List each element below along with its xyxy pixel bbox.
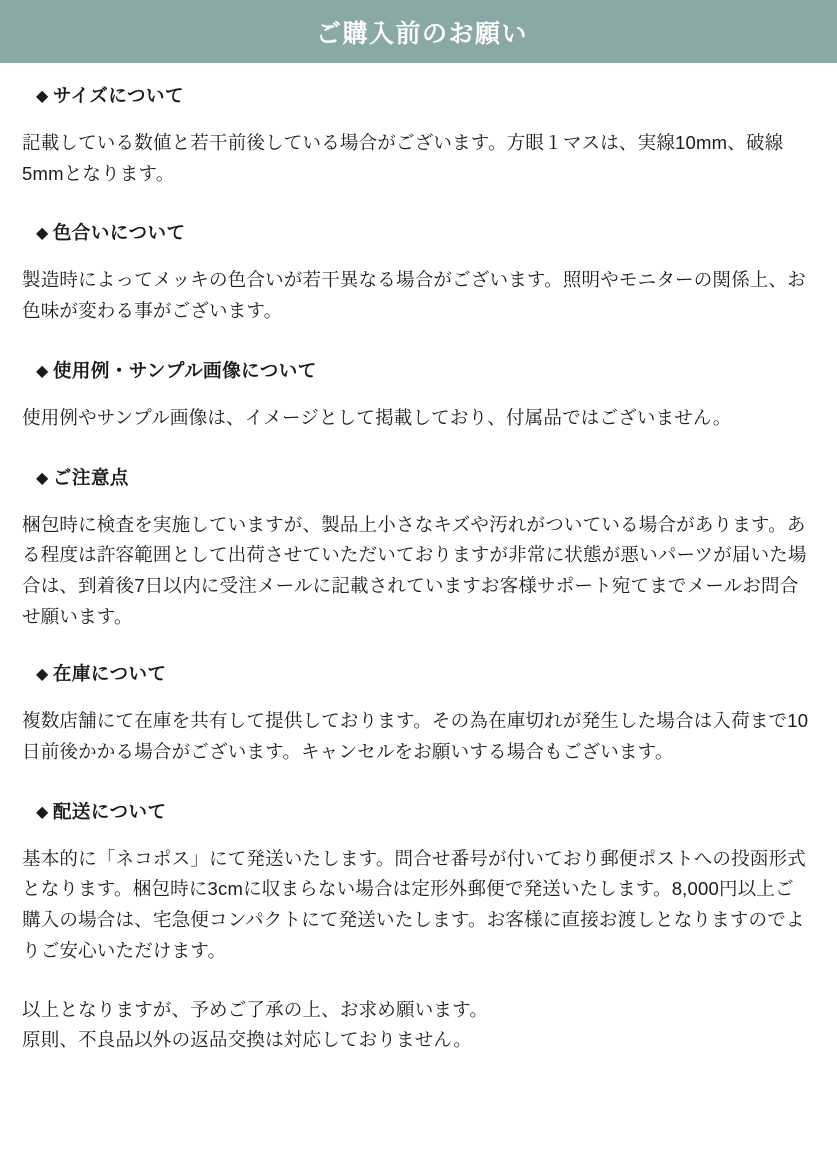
section-body-shipping: 基本的に「ネコポス」にて発送いたします。問合せ番号が付いており郵便ポストへの投函形式となります。梱包時に3cmに収まらない場合は定形外郵便で発送いたします。8,000円以上ご購入の場合は、宅急便コンパクトにて発送いたします。お客様に直接お渡しとなりますのでよりご安心いただけます。 bbox=[22, 847, 806, 961]
page-title: ご購入前のお願い bbox=[316, 19, 529, 48]
section-heading-caution-label: ご注意点 bbox=[52, 466, 129, 488]
section-body-caution: 梱包時に検査を実施していますが、製品上小さなキズや汚れがついている場合があります。ある程度は許容範囲として出荷させていただいておりますが非常に状態が悪いパーツが届いた場合は、到着後7日以内に受注メールに記載されていますお客様サポート宛てまでメールお問合せ願います。 bbox=[22, 513, 807, 627]
section-heading-size bbox=[18, 82, 819, 108]
section-caution bbox=[18, 464, 819, 633]
section-heading-size-label: サイズについて bbox=[52, 85, 184, 106]
spacer bbox=[18, 327, 819, 357]
section-heading-stock-label: 在庫について bbox=[52, 663, 167, 685]
spacer bbox=[18, 768, 819, 798]
page-header-band bbox=[0, 0, 837, 63]
section-heading-color bbox=[18, 219, 819, 245]
section-heading-stock bbox=[18, 660, 819, 686]
header-center bbox=[292, 0, 827, 63]
spacer bbox=[18, 189, 819, 219]
spacer bbox=[18, 824, 819, 844]
section-size bbox=[18, 82, 819, 189]
footer-note-line-2: 原則、不良品以外の返品交換は対応しておりません。 bbox=[22, 1029, 472, 1051]
footer-note-line-1: 以上となりますが、予めご了承の上、お求め願います。 bbox=[22, 998, 489, 1020]
section-body-sample-image: 使用例やサンプル画像は、イメージとして掲載しており、付属品ではございません。 bbox=[22, 406, 732, 428]
section-heading-shipping-label: 配送について bbox=[52, 800, 167, 822]
section-color bbox=[18, 219, 819, 326]
section-heading-color-label: 色合いについて bbox=[52, 222, 186, 244]
diamond-bullet-icon: ◆ bbox=[36, 803, 49, 821]
diamond-bullet-icon: ◆ bbox=[36, 88, 49, 105]
section-body-size: 記載している数値と若干前後している場合がございます。方眼１マスは、実線10mm、破線5mmとなります。 bbox=[22, 132, 784, 184]
section-sample-image bbox=[18, 357, 819, 434]
diamond-bullet-icon: ◆ bbox=[36, 666, 49, 684]
spacer bbox=[18, 632, 819, 660]
notice-content bbox=[0, 63, 837, 1056]
section-body-stock: 複数店舗にて在庫を共有して提供しております。その為在庫切れが発生した場合は入荷まで10日前後かかる場合がございます。キャンセルをお願いする場合もございます。 bbox=[22, 710, 809, 763]
diamond-bullet-icon: ◆ bbox=[36, 469, 49, 487]
footer-note bbox=[18, 995, 819, 1056]
section-stock bbox=[18, 660, 819, 767]
spacer bbox=[18, 967, 819, 995]
top-spacer bbox=[18, 63, 819, 82]
header-right-strip bbox=[827, 0, 837, 63]
header-left-strip bbox=[0, 0, 292, 63]
spacer bbox=[18, 686, 819, 706]
section-heading-sample-image bbox=[18, 357, 819, 383]
spacer bbox=[18, 434, 819, 464]
diamond-bullet-icon: ◆ bbox=[36, 362, 49, 380]
spacer bbox=[18, 108, 819, 128]
section-heading-sample-image-label: 使用例・サンプル画像について bbox=[52, 359, 317, 381]
spacer bbox=[18, 383, 819, 403]
section-shipping bbox=[18, 798, 819, 967]
diamond-bullet-icon: ◆ bbox=[36, 225, 49, 243]
section-heading-shipping bbox=[18, 798, 819, 824]
section-heading-caution bbox=[18, 464, 819, 490]
section-body-color: 製造時によってメッキの色合いが若干異なる場合がございます。照明やモニターの関係上、お色味が変わる事がございます。 bbox=[22, 269, 806, 322]
spacer bbox=[18, 490, 819, 510]
spacer bbox=[18, 245, 819, 265]
